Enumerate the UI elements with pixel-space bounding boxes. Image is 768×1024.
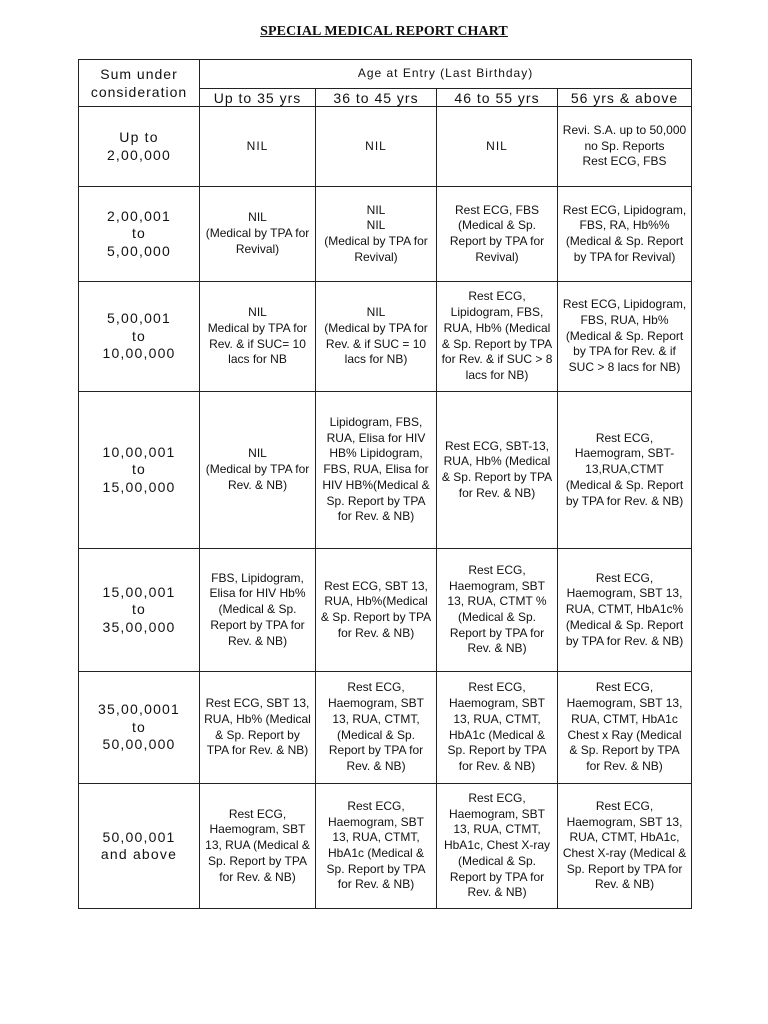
- requirement-cell: Rest ECG, FBS (Medical & Sp. Report by TPA for Revival): [437, 187, 558, 282]
- requirement-cell: Rest ECG, Haemogram, SBT 13, RUA (Medical & Sp. Report by TPA for Rev. & NB): [200, 784, 316, 909]
- requirement-cell: Rest ECG, Haemogram, SBT 13, RUA, CTMT, HbA1c, Chest X-ray (Medical & Sp. Report by TPA for Rev. & NB): [437, 784, 558, 909]
- age-column-header: 36 to 45 yrs: [316, 89, 437, 107]
- requirement-cell: Rest ECG, SBT 13, RUA, Hb%(Medical & Sp. Report by TPA for Rev. & NB): [316, 549, 437, 672]
- page-title: SPECIAL MEDICAL REPORT CHART: [260, 24, 508, 39]
- requirement-cell: Rest ECG, Haemogram, SBT 13, RUA, CTMT, HbA1c Chest x Ray (Medical & Sp. Report by TPA for Rev. & NB): [558, 672, 692, 784]
- age-column-header: 56 yrs & above: [558, 89, 692, 107]
- requirement-cell: NIL: [437, 107, 558, 187]
- requirement-cell: NIL: [316, 107, 437, 187]
- header-row-1: [79, 60, 692, 89]
- age-at-entry-header: Age at Entry (Last Birthday): [200, 60, 692, 89]
- table-row: [79, 187, 692, 282]
- requirement-cell: Rest ECG, Haemogram, SBT 13, RUA, CTMT, HbA1c (Medical & Sp. Report by TPA for Rev. & NB): [437, 672, 558, 784]
- requirement-cell: Rest ECG, Haemogram, SBT 13, RUA, CTMT, HbA1c (Medical & Sp. Report by TPA for Rev. & NB): [316, 784, 437, 909]
- requirement-cell: Rest ECG, SBT-13, RUA, Hb% (Medical & Sp. Report by TPA for Rev. & NB): [437, 392, 558, 549]
- table-row: [79, 672, 692, 784]
- sum-range-cell: 50,00,001 and above: [79, 784, 200, 909]
- table-row: [79, 549, 692, 672]
- requirement-cell: NIL Medical by TPA for Rev. & if SUC= 10 lacs for NB: [200, 282, 316, 392]
- requirement-cell: Rest ECG, Haemogram, SBT 13, RUA, CTMT, (Medical & Sp. Report by TPA for Rev. & NB): [316, 672, 437, 784]
- requirement-cell: Lipidogram, FBS, RUA, Elisa for HIV HB% Lipidogram, FBS, RUA, Elisa for HIV HB%(Medical & Sp. Report by TPA for Rev. & NB): [316, 392, 437, 549]
- table-row: [79, 107, 692, 187]
- sum-range-cell: 2,00,001 to 5,00,000: [79, 187, 200, 282]
- table-row: [79, 282, 692, 392]
- requirement-cell: NIL (Medical by TPA for Revival): [200, 187, 316, 282]
- requirement-cell: Rest ECG, Lipidogram, FBS, RA, Hb%% (Medical & Sp. Report by TPA for Revival): [558, 187, 692, 282]
- sum-range-cell: 5,00,001 to 10,00,000: [79, 282, 200, 392]
- sum-under-consideration-header: Sum under consideration: [79, 60, 200, 107]
- requirement-cell: Rest ECG, Lipidogram, FBS, RUA, Hb% (Medical & Sp. Report by TPA for Rev. & if SUC > 8 lacs for NB): [558, 282, 692, 392]
- requirement-cell: Rest ECG, Haemogram, SBT 13, RUA, CTMT %(Medical & Sp. Report by TPA for Rev. & NB): [437, 549, 558, 672]
- medical-report-table: [78, 59, 692, 909]
- requirement-cell: Rest ECG, SBT 13, RUA, Hb% (Medical & Sp. Report by TPA for Rev. & NB): [200, 672, 316, 784]
- requirement-cell: FBS, Lipidogram, Elisa for HIV Hb% (Medical & Sp. Report by TPA for Rev. & NB): [200, 549, 316, 672]
- sum-range-cell: 15,00,001 to 35,00,000: [79, 549, 200, 672]
- requirement-cell: Rest ECG, Lipidogram, FBS, RUA, Hb% (Medical & Sp. Report by TPA for Rev. & if SUC > 8 lacs for NB): [437, 282, 558, 392]
- requirement-cell: Rest ECG, Haemogram, SBT 13, RUA, CTMT, HbA1c%(Medical & Sp. Report by TPA for Rev. & NB): [558, 549, 692, 672]
- requirement-cell: NIL: [200, 107, 316, 187]
- requirement-cell: NIL NIL (Medical by TPA for Revival): [316, 187, 437, 282]
- requirement-cell: Revi. S.A. up to 50,000 no Sp. Reports Rest ECG, FBS: [558, 107, 692, 187]
- age-column-header: 46 to 55 yrs: [437, 89, 558, 107]
- age-column-header: Up to 35 yrs: [200, 89, 316, 107]
- sum-range-cell: 35,00,0001 to 50,00,000: [79, 672, 200, 784]
- requirement-cell: Rest ECG, Haemogram, SBT-13,RUA,CTMT (Medical & Sp. Report by TPA for Rev. & NB): [558, 392, 692, 549]
- sum-range-cell: 10,00,001 to 15,00,000: [79, 392, 200, 549]
- table-row: [79, 392, 692, 549]
- table-row: [79, 784, 692, 909]
- requirement-cell: NIL (Medical by TPA for Rev. & if SUC = 10 lacs for NB): [316, 282, 437, 392]
- sum-range-cell: Up to 2,00,000: [79, 107, 200, 187]
- requirement-cell: NIL (Medical by TPA for Rev. & NB): [200, 392, 316, 549]
- requirement-cell: Rest ECG, Haemogram, SBT 13, RUA, CTMT, HbA1c, Chest X-ray (Medical & Sp. Report by TPA for Rev. & NB): [558, 784, 692, 909]
